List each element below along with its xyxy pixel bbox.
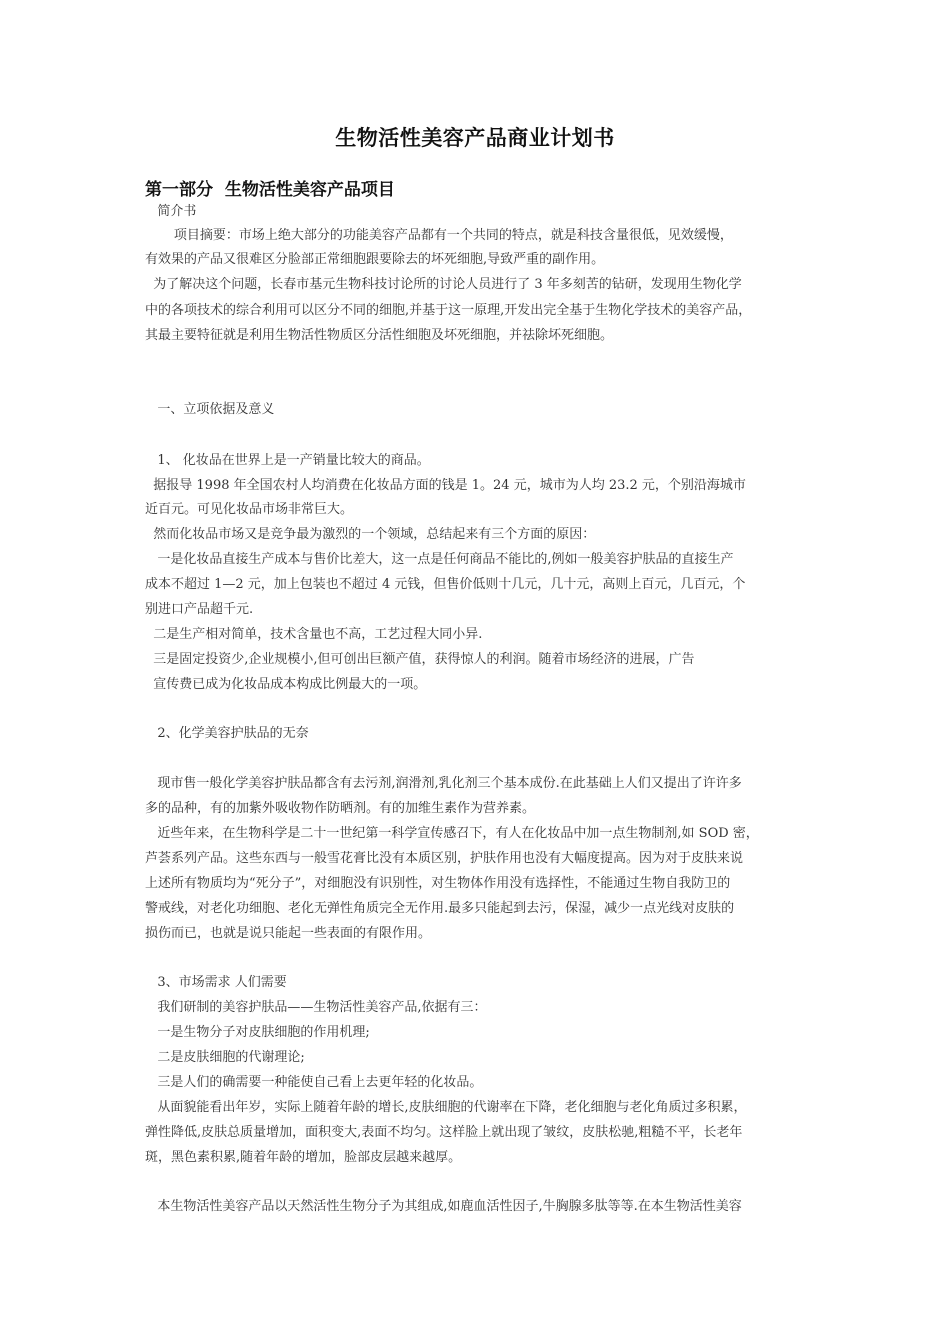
text-line: 简介书 <box>145 204 197 219</box>
section-heading-1: 一、立项依据及意义 <box>145 402 275 417</box>
text-line: 二是皮肤细胞的代谢理论; <box>145 1050 305 1065</box>
text-line: 一是化妆品直接生产成本与售价比差大，这一点是任何商品不能比的,例如一般美容护肤品的直接生产 <box>145 552 734 567</box>
text-line: 三是人们的确需要一种能使自己看上去更年轻的化妆品。 <box>145 1075 483 1090</box>
text-line: 然而化妆品市场又是竞争最为激烈的一个领域，总结起来有三个方面的原因： <box>145 527 596 542</box>
text-line: 芦荟系列产品。这些东西与一般雪花膏比没有本质区别，护肤作用也没有大幅度提高。因为对于皮肤来说 <box>145 851 744 866</box>
text-line: 近些年来，在生物科学是二十一世纪第一科学宣传感召下，有人在化妆品中加一点生物制剂,如 SOD 密， <box>145 826 759 841</box>
text-line: 多的品种，有的加紫外吸收物作防晒剂。有的加维生素作为营养素。 <box>145 801 536 816</box>
text-line: 别进口产品超千元. <box>145 602 254 617</box>
text-line: 从面貌能看出年岁，实际上随着年龄的增长,皮肤细胞的代谢率在下降，老化细胞与老化角质过多积累， <box>145 1100 747 1115</box>
text-line: 弹性降低,皮肤总质量增加，面积变大,表面不均匀。这样脸上就出现了皱纹，皮肤松驰,粗糙不平，长老年 <box>145 1125 743 1140</box>
subsection-heading-3: 3、市场需求 人们需要 <box>145 975 287 990</box>
text-line: 警戒线，对老化功细胞、老化无弹性角质完全无作用.最多只能起到去污，保湿，减少一点光线对皮肤的 <box>145 901 735 916</box>
subsection-heading-2: 2、化学美容护肤品的无奈 <box>145 726 309 741</box>
text-line: 二是生产相对简单，技术含量也不高，工艺过程大同小异. <box>145 627 483 642</box>
text-line: 项目摘要：市场上绝大部分的功能美容产品都有一个共同的特点，就是科技含量很低，见效缓慢， <box>145 228 733 243</box>
subsection-heading-1: 1、 化妆品在世界上是一产销量比较大的商品。 <box>145 453 430 468</box>
text-line: 上述所有物质均为“死分子”，对细胞没有识别性，对生物体作用没有选择性，不能通过生物自我防卫的 <box>145 876 731 891</box>
text-line: 有效果的产品又很难区分脸部正常细胞跟要除去的坏死细胞,导致严重的副作用。 <box>145 252 605 267</box>
text-line: 中的各项技术的综合利用可以区分不同的细胞,并基于这一原理,开发出完全基于生物化学技术的美容产品， <box>145 303 752 318</box>
text-line: 本生物活性美容产品以天然活性生物分子为其组成,如鹿血活性因子,牛胸腺多肽等等.在本生物活性美容 <box>145 1199 742 1214</box>
text-line: 一是生物分子对皮肤细胞的作用机理; <box>145 1025 370 1040</box>
text-line: 我们研制的美容护肤品——生物活性美容产品,依据有三： <box>145 1000 487 1015</box>
text-line: 为了解决这个问题，长春市基元生物科技讨论所的讨论人员进行了 3 年多刻苦的钻研，发现用生物化学 <box>145 277 742 292</box>
part-heading: 第一部分 生物活性美容产品项目 <box>145 180 395 200</box>
text-line: 其最主要特征就是利用生物活性物质区分活性细胞及坏死细胞，并祛除坏死细胞。 <box>145 328 614 343</box>
document-title: 生物活性美容产品商业计划书 <box>335 126 615 150</box>
text-line: 损伤而已，也就是说只能起一些表面的有限作用。 <box>145 926 432 941</box>
text-line: 斑，黑色素积累,随着年龄的增加，脸部皮层越来越厚。 <box>145 1150 462 1165</box>
text-line: 成本不超过 1—2 元，加上包装也不超过 4 元钱，但售价低则十几元，几十元，高则上百元，几百元，个 <box>145 577 746 592</box>
text-line: 宣传费已成为化妆品成本构成比例最大的一项。 <box>145 677 427 692</box>
text-line: 现市售一般化学美容护肤品都含有去污剂,润滑剂,乳化剂三个基本成份.在此基础上人们又提出了许许多 <box>145 776 742 791</box>
text-line: 据报导 1998 年全国农村人均消费在化妆品方面的钱是 1。24 元，城市为人均 23.2 元，个别沿海城市 <box>145 478 746 493</box>
text-line: 近百元。可见化妆品市场非常巨大。 <box>145 502 354 517</box>
text-line: 三是固定投资少,企业规模小,但可创出巨额产值，获得惊人的利润。随着市场经济的进展，广告 <box>145 652 695 667</box>
